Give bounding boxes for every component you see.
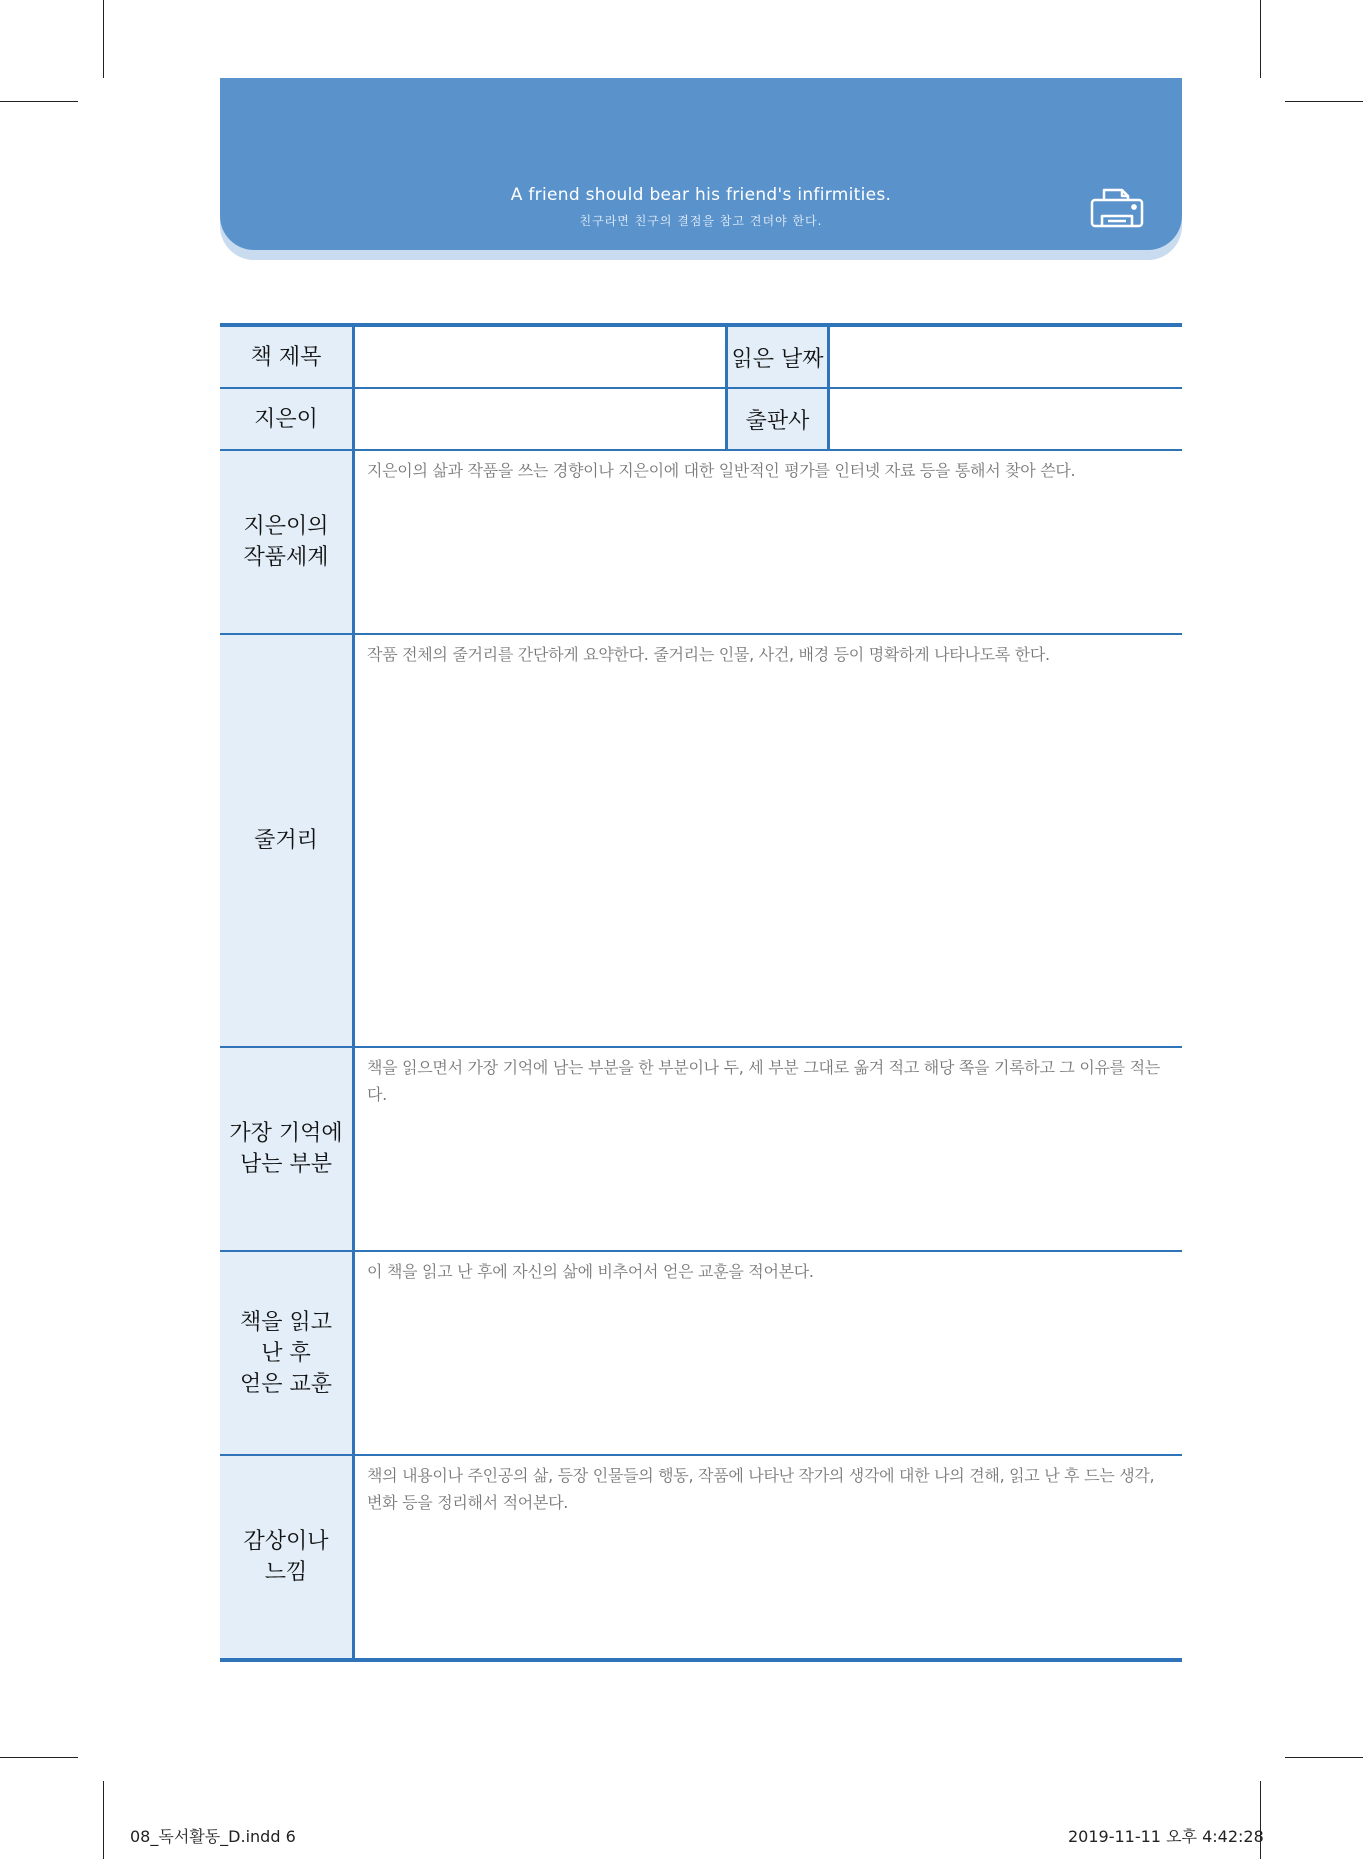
footer-timestamp: 2019-11-11 오후 4:42:28	[1068, 1827, 1264, 1846]
memorable-part-hint: 책을 읽으면서 가장 기억에 남는 부분을 한 부분이나 두, 세 부분 그대로 옮겨 적고 해당 쪽을 기록하고 그 이유를 적는다.	[367, 1058, 1160, 1104]
author-label: 지은이	[220, 389, 355, 449]
row-impression	[220, 1456, 1182, 1658]
row-author-publisher	[220, 389, 1182, 451]
crop-mark	[103, 1781, 104, 1859]
quote-english: A friend should bear his friend's infirmities.	[510, 185, 892, 205]
reading-log-form	[220, 323, 1182, 1662]
row-title-date	[220, 327, 1182, 389]
crop-mark	[103, 0, 104, 78]
memorable-part-field[interactable]	[355, 1048, 1182, 1250]
read-date-label: 읽은 날짜	[728, 327, 830, 387]
plot-field[interactable]	[355, 635, 1182, 1046]
publisher-field[interactable]	[830, 389, 1182, 449]
memorable-part-label: 가장 기억에 남는 부분	[220, 1048, 355, 1250]
book-title-label: 책 제목	[220, 327, 355, 387]
quote-banner	[220, 78, 1182, 250]
book-title-field[interactable]	[355, 327, 728, 387]
publisher-label: 출판사	[728, 389, 830, 449]
crop-mark	[1260, 0, 1261, 78]
author-world-field[interactable]	[355, 451, 1182, 633]
author-world-label: 지은이의 작품세계	[220, 451, 355, 633]
row-author-world	[220, 451, 1182, 635]
author-world-hint: 지은이의 삶과 작품을 쓰는 경향이나 지은이에 대한 일반적인 평가를 인터넷 자료 등을 통해서 찾아 쓴다.	[367, 461, 1076, 480]
printer-icon	[1088, 186, 1146, 234]
read-date-field[interactable]	[830, 327, 1182, 387]
crop-mark	[1285, 1757, 1363, 1758]
crop-mark	[1260, 1781, 1261, 1859]
row-lesson	[220, 1252, 1182, 1456]
lesson-field[interactable]	[355, 1252, 1182, 1454]
author-field[interactable]	[355, 389, 728, 449]
impression-hint: 책의 내용이나 주인공의 삶, 등장 인물들의 행동, 작품에 나타난 작가의 생각에 대한 나의 견해, 읽고 난 후 드는 생각, 변화 등을 정리해서 적어본다.	[367, 1466, 1155, 1512]
lesson-label: 책을 읽고 난 후 얻은 교훈	[220, 1252, 355, 1454]
row-plot	[220, 635, 1182, 1048]
crop-mark	[0, 101, 78, 102]
lesson-hint: 이 책을 읽고 난 후에 자신의 삶에 비추어서 얻은 교훈을 적어본다.	[367, 1262, 814, 1281]
impression-label: 감상이나 느낌	[220, 1456, 355, 1658]
plot-hint: 작품 전체의 줄거리를 간단하게 요약한다. 줄거리는 인물, 사건, 배경 등이 명확하게 나타나도록 한다.	[367, 645, 1050, 664]
quote-korean: 친구라면 친구의 결점을 참고 견뎌야 한다.	[579, 214, 823, 228]
plot-label: 줄거리	[220, 635, 355, 1046]
crop-mark	[0, 1757, 78, 1758]
row-memorable-part	[220, 1048, 1182, 1252]
impression-field[interactable]	[355, 1456, 1182, 1658]
footer-filename: 08_독서활동_D.indd 6	[130, 1827, 296, 1846]
crop-mark	[1285, 101, 1363, 102]
